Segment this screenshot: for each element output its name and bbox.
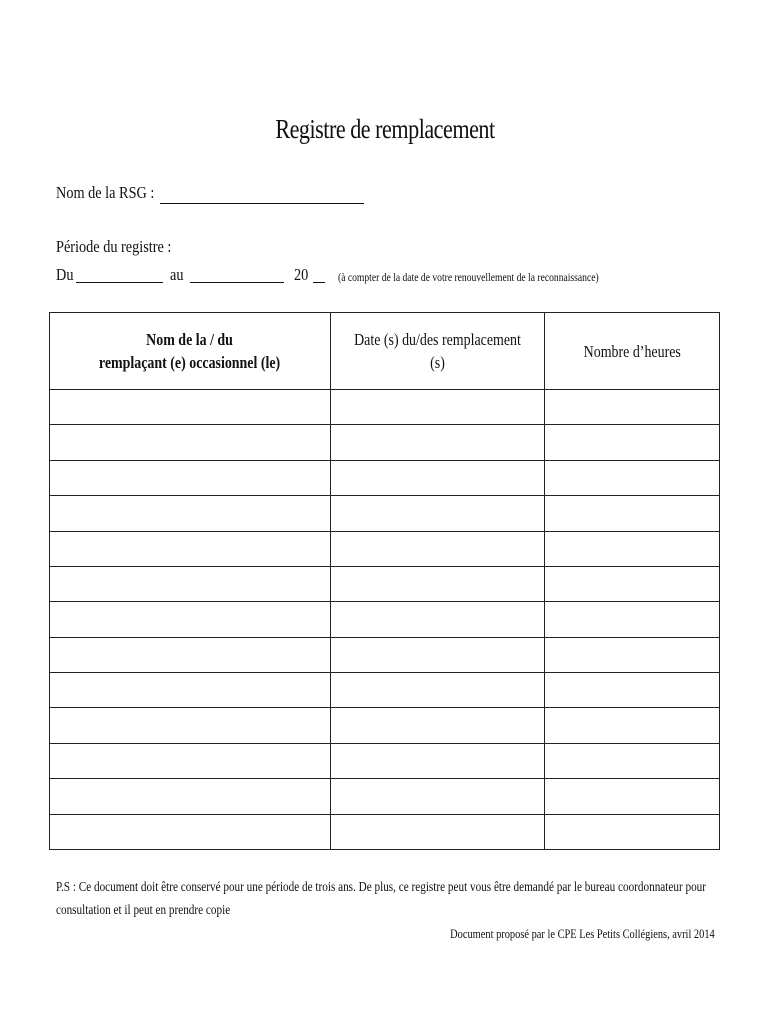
rsg-label: Nom de la RSG : <box>56 183 155 202</box>
cell-dates[interactable] <box>331 531 545 566</box>
ps-line2: consultation et il peut en prendre copie <box>56 903 231 918</box>
table-row <box>50 390 720 425</box>
cell-dates[interactable] <box>331 814 545 850</box>
cell-nom-remplacant[interactable] <box>50 602 331 637</box>
table-row <box>50 814 720 850</box>
cell-dates[interactable] <box>331 779 545 814</box>
cell-dates[interactable] <box>331 673 545 708</box>
periode-label: Période du registre : <box>56 237 172 256</box>
cell-dates[interactable] <box>331 566 545 601</box>
rsg-row <box>56 183 173 203</box>
ps-note <box>56 876 756 922</box>
cell-dates[interactable] <box>331 425 545 460</box>
document-title: Registre de remplacement <box>275 114 495 144</box>
cell-nom-remplacant[interactable] <box>50 779 331 814</box>
cell-heures[interactable] <box>545 531 720 566</box>
cell-nom-remplacant[interactable] <box>50 425 331 460</box>
cell-dates[interactable] <box>331 390 545 425</box>
au-label-wrap <box>170 265 186 285</box>
table-row <box>50 602 720 637</box>
register-table <box>49 312 720 850</box>
cell-heures[interactable] <box>545 637 720 672</box>
periode-label-row <box>56 237 193 257</box>
table-row <box>50 531 720 566</box>
cell-nom-remplacant[interactable] <box>50 814 331 850</box>
cell-heures[interactable] <box>545 673 720 708</box>
table-row <box>50 708 720 743</box>
header-nom-remplacant <box>50 313 331 390</box>
cell-heures[interactable] <box>545 496 720 531</box>
cell-heures[interactable] <box>545 779 720 814</box>
table-row <box>50 779 720 814</box>
table-header-row <box>50 313 720 390</box>
cell-dates[interactable] <box>331 637 545 672</box>
cell-heures[interactable] <box>545 743 720 778</box>
cell-dates[interactable] <box>331 496 545 531</box>
au-label: au <box>170 265 184 284</box>
cell-nom-remplacant[interactable] <box>50 566 331 601</box>
cell-nom-remplacant[interactable] <box>50 708 331 743</box>
table-row <box>50 743 720 778</box>
table-row <box>50 566 720 601</box>
cell-nom-remplacant[interactable] <box>50 673 331 708</box>
header-heures: Nombre d’heures <box>545 313 720 390</box>
cell-nom-remplacant[interactable] <box>50 390 331 425</box>
au-date-field[interactable] <box>190 282 284 283</box>
periode-note: (à compter de la date de votre renouvellement de la reconnaissance) <box>338 270 599 284</box>
annee-field[interactable] <box>313 282 325 283</box>
cell-heures[interactable] <box>545 425 720 460</box>
du-date-field[interactable] <box>76 282 163 283</box>
table-row <box>50 673 720 708</box>
cell-heures[interactable] <box>545 390 720 425</box>
table-row <box>50 460 720 495</box>
du-label-wrap <box>56 265 77 285</box>
cell-nom-remplacant[interactable] <box>50 743 331 778</box>
rsg-name-field[interactable] <box>160 203 364 204</box>
cell-nom-remplacant[interactable] <box>50 460 331 495</box>
ps-line1: P.S : Ce document doit être conservé pour une période de trois ans. De plus, ce registre peut vous être demandé par le bureau coordonnateur pour <box>56 880 707 895</box>
du-label: Du <box>56 265 74 284</box>
cell-heures[interactable] <box>545 708 720 743</box>
header-dates: Date (s) du/des remplacement (s) <box>331 313 545 390</box>
cell-nom-remplacant[interactable] <box>50 531 331 566</box>
footer-credit: Document proposé par le CPE Les Petits Collégiens, avril 2014 <box>450 926 715 941</box>
table-row <box>50 425 720 460</box>
cell-heures[interactable] <box>545 814 720 850</box>
cell-dates[interactable] <box>331 708 545 743</box>
cell-heures[interactable] <box>545 566 720 601</box>
register-body <box>50 390 720 850</box>
table-row <box>50 637 720 672</box>
header-nom-line2: remplaçant (e) occasionnel (le) <box>99 353 281 372</box>
cell-nom-remplacant[interactable] <box>50 637 331 672</box>
cell-heures[interactable] <box>545 460 720 495</box>
annee-label-wrap <box>294 265 311 285</box>
header-nom-line1: Nom de la / du <box>146 330 234 349</box>
cell-heures[interactable] <box>545 602 720 637</box>
table-row <box>50 496 720 531</box>
annee-prefix: 20 <box>294 265 309 284</box>
cell-dates[interactable] <box>331 602 545 637</box>
cell-nom-remplacant[interactable] <box>50 496 331 531</box>
cell-dates[interactable] <box>331 743 545 778</box>
cell-dates[interactable] <box>331 460 545 495</box>
